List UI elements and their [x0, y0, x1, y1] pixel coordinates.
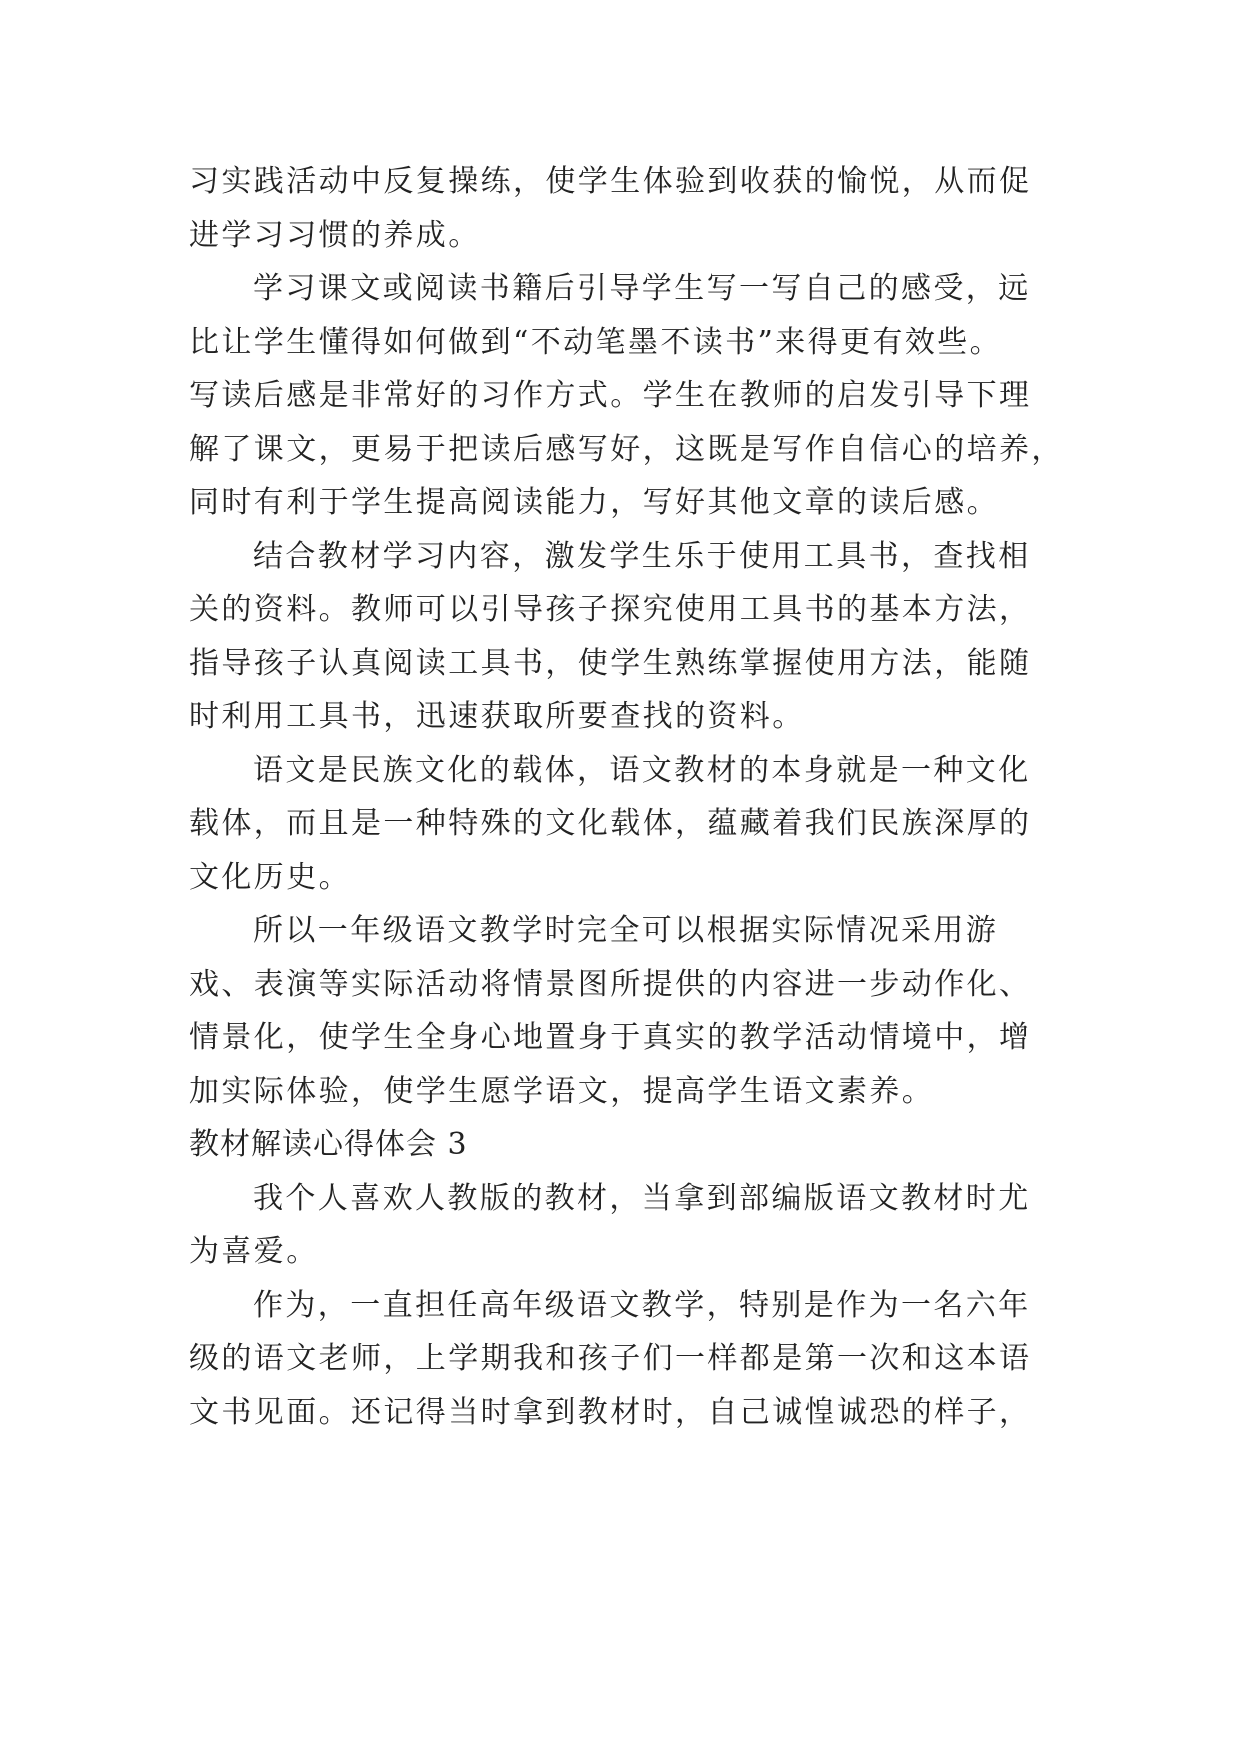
text-line: 加实际体验，使学生愿学语文，提高学生语文素养。 — [189, 1073, 935, 1109]
text-line: 级的语文老师，上学期我和孩子们一样都是第一次和这本语 — [189, 1341, 1032, 1376]
paragraph — [189, 1279, 1069, 1440]
paragraph — [189, 1172, 1069, 1279]
document-body — [189, 155, 1069, 1439]
text-line: 所以一年级语文教学时完全可以根据实际情况采用游 — [253, 913, 999, 948]
text-line: 关的资料。教师可以引导孩子探究使用工具书的基本方法， — [189, 592, 1032, 627]
text-line: 戏、表演等实际活动将情景图所提供的内容进一步动作化、 — [189, 966, 1032, 1002]
paragraph — [189, 744, 1069, 905]
paragraph — [189, 530, 1069, 744]
section-heading: 教材解读心得体会 3 — [189, 1127, 468, 1162]
text-line: 载体，而且是一种特殊的文化载体，蕴藏着我们民族深厚的 — [189, 806, 1032, 841]
text-line: 为喜爱。 — [189, 1234, 319, 1269]
text-line: 习实践活动中反复操练，使学生体验到收获的愉悦，从而促 — [189, 164, 1032, 199]
text-line: 结合教材学习内容，激发学生乐于使用工具书，查找相 — [253, 538, 1031, 574]
text-line: 作为，一直担任高年级语文教学，特别是作为一名六年 — [253, 1287, 1031, 1323]
paragraph — [189, 904, 1069, 1118]
text-line: 同时有利于学生提高阅读能力，写好其他文章的读后感。 — [189, 485, 999, 520]
text-line: 指导孩子认真阅读工具书，使学生熟练掌握使用方法，能随 — [189, 645, 1032, 681]
text-line: 解了课文，更易于把读后感写好，这既是写作自信心的培养， — [189, 431, 1064, 467]
text-line: 学习课文或阅读书籍后引导学生写一写自己的感受，远 — [253, 271, 1031, 306]
text-line: 比让学生懂得如何做到“不动笔墨不读书”来得更有效些。 — [189, 324, 1003, 360]
text-line: 我个人喜欢人教版的教材，当拿到部编版语文教材时尤 — [253, 1180, 1031, 1216]
text-line: 进学习习惯的养成。 — [189, 217, 481, 253]
text-line: 时利用工具书，迅速获取所要查找的资料。 — [189, 699, 805, 734]
text-line: 写读后感是非常好的习作方式。学生在教师的启发引导下理 — [189, 378, 1032, 413]
text-line: 情景化，使学生全身心地置身于真实的教学活动情境中，增 — [189, 1020, 1032, 1055]
text-line: 语文是民族文化的载体，语文教材的本身就是一种文化 — [253, 752, 1031, 788]
text-line: 文化历史。 — [189, 859, 351, 895]
text-line: 文书见面。还记得当时拿到教材时，自己诚惶诚恐的样子， — [189, 1394, 1032, 1430]
paragraph — [189, 155, 1069, 262]
paragraph — [189, 262, 1069, 530]
